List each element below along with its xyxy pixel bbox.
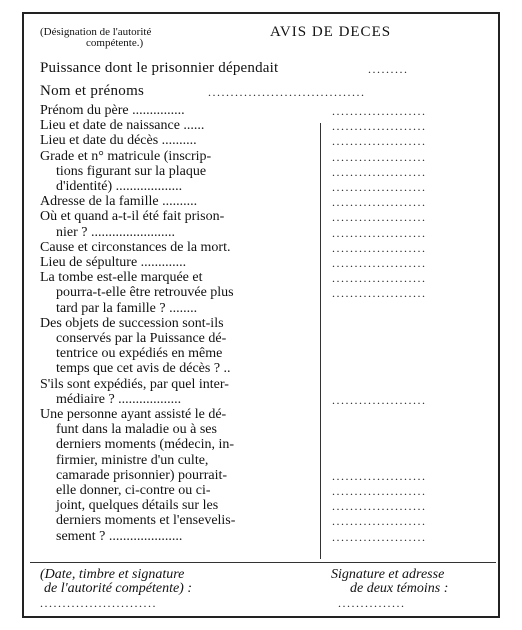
answer-dots[interactable]: ..................... <box>332 499 427 513</box>
answer-dots[interactable]: ..................... <box>332 271 427 285</box>
answer-dots[interactable]: ..................... <box>332 514 427 528</box>
left-column-line: La tombe est-elle marquée et <box>40 270 203 285</box>
left-column-line: tions figurant sur la plaque <box>56 164 207 179</box>
footer-right-line-1: Signature et adresse <box>331 567 445 582</box>
answer-dots[interactable]: ..................... <box>332 210 427 224</box>
left-column-line: sement ? ..................... <box>56 529 183 544</box>
left-column-line: nier ? ........................ <box>56 225 175 240</box>
footer-divider <box>30 562 496 563</box>
answer-dots[interactable]: ..................... <box>332 530 427 544</box>
left-column-line: camarade prisonnier) pourrait- <box>56 468 228 483</box>
answer-dots[interactable]: ..................... <box>332 134 427 148</box>
answer-dots[interactable]: ..................... <box>332 226 427 240</box>
left-column-line: Où et quand a-t-il été fait prison- <box>40 209 225 224</box>
answer-dots[interactable]: ..................... <box>332 393 427 407</box>
footer-right-dots[interactable]: ............... <box>338 596 406 610</box>
left-column-line: Lieu et date du décès .......... <box>40 133 197 148</box>
footer-left-line-2: de l'autorité compétente) : <box>44 581 192 596</box>
left-column-line: derniers moments (médecin, in- <box>56 437 235 452</box>
left-column-line: derniers moments et l'ensevelis- <box>56 513 236 528</box>
field-nom-label: Nom et prénoms <box>40 83 145 99</box>
answer-dots[interactable]: ..................... <box>332 241 427 255</box>
left-column-line: S'ils sont expédiés, par quel inter- <box>40 377 229 392</box>
left-column-line: tentrice ou expédiés en même <box>56 346 223 361</box>
left-column-line: Lieu de sépulture ............. <box>40 255 187 270</box>
left-column-line: elle donner, ci-contre ou ci- <box>56 483 211 498</box>
page-title: AVIS DE DECES <box>270 24 392 40</box>
left-column-line: Une personne ayant assisté le dé- <box>40 407 227 422</box>
left-column-line: Adresse de la famille .......... <box>40 194 198 209</box>
left-column-line: Prénom du père ............... <box>40 103 185 118</box>
left-column-line: conservés par la Puissance dé- <box>56 331 227 346</box>
designation-line-1: (Désignation de l'autorité <box>40 26 152 38</box>
designation-line-2: compétente.) <box>86 37 144 49</box>
left-column-line: Lieu et date de naissance ...... <box>40 118 205 133</box>
answer-dots[interactable]: ..................... <box>332 195 427 209</box>
footer-right-line-2: de deux témoins : <box>350 581 449 596</box>
answer-dots[interactable]: ..................... <box>332 150 427 164</box>
field-nom-dots[interactable]: ................................... <box>208 85 366 99</box>
field-puissance-dots[interactable]: ......... <box>368 62 409 76</box>
left-column-line: temps que cet avis de décès ? .. <box>56 361 231 376</box>
left-column-line: tard par la famille ? ........ <box>56 301 198 316</box>
left-column-line: pourra-t-elle être retrouvée plus <box>56 285 234 300</box>
footer-left-dots[interactable]: .......................... <box>40 596 157 610</box>
left-column-line: d'identité) ................... <box>56 179 183 194</box>
answer-dots[interactable]: ..................... <box>332 165 427 179</box>
answer-dots[interactable]: ..................... <box>332 286 427 300</box>
answer-dots[interactable]: ..................... <box>332 256 427 270</box>
answer-dots[interactable]: ..................... <box>332 469 427 483</box>
left-column-line: Grade et n° matricule (inscrip- <box>40 149 212 164</box>
left-column-line: funt dans la maladie ou à ses <box>56 422 217 437</box>
footer-left-line-1: (Date, timbre et signature <box>40 567 185 582</box>
field-puissance-label: Puissance dont le prisonnier dépendait <box>40 60 279 76</box>
answer-dots[interactable]: ..................... <box>332 180 427 194</box>
left-column-line: Des objets de succession sont-ils <box>40 316 224 331</box>
answer-dots[interactable]: ..................... <box>332 104 427 118</box>
left-column-line: médiaire ? .................. <box>56 392 182 407</box>
left-column-line: firmier, ministre d'un culte, <box>56 453 209 468</box>
answer-dots[interactable]: ..................... <box>332 119 427 133</box>
left-column-line: joint, quelques détails sur les <box>56 498 219 513</box>
answer-dots[interactable]: ..................... <box>332 484 427 498</box>
column-divider <box>320 123 321 559</box>
left-column-line: Cause et circonstances de la mort. <box>40 240 231 255</box>
